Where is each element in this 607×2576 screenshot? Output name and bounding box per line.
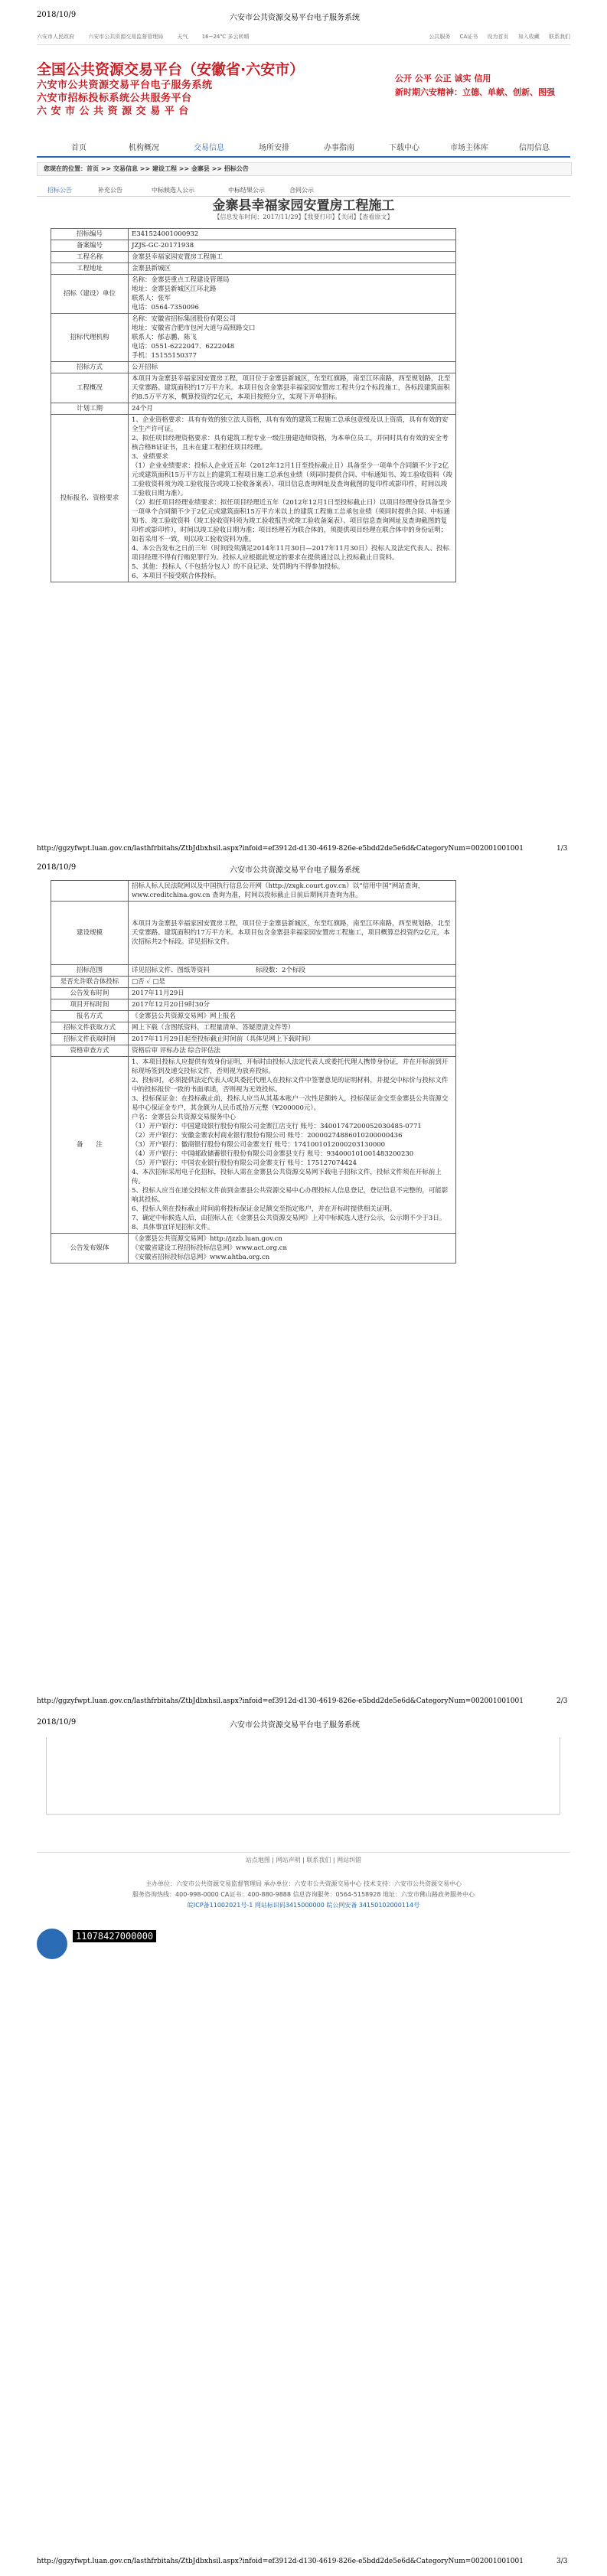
row-value: 金寨县新城区 [129, 263, 456, 275]
qual-item: 4、本公告发布之日前三年（时间段须满足2014年11月30日—2017年11月30日）投标人及法定代表人、投标项目经理不得有行贿犯罪行为。投标人应根据此规定的要求在提供通过以上投标截止日资料。 [132, 545, 449, 562]
row-value: 网上下载（含图纸资料、工程量清单、答疑澄清文件等） [129, 1022, 456, 1034]
remark-item: 4、本次招标采用电子化招标，投标人需在金寨县公共资源交易网下载电子招标文件，投标文件须在开标前上传。 [132, 1169, 442, 1185]
footer-divider [37, 1852, 570, 1853]
nav-market[interactable]: 市场主体库 [450, 144, 488, 152]
weather-value: 16~24℃ 多云转晴 [201, 34, 250, 40]
scale-text: 本项目为金寨县幸福家园安置房工程，项目位于金寨县新城区，东至红旗路，南至江环南路，西至规划路，北至天堂寨路。建筑面积约17万平方米。本项目包含金寨县幸福家园安置房工程施工，项目概算总投资约2亿元，本次招标共2个标段。详见招标文件。 [129, 902, 456, 965]
row-key: 工程地址 [51, 263, 129, 275]
qual-item: 3、业绩要求 [132, 453, 168, 461]
row-key: 是否允许联合体投标 [51, 977, 129, 988]
remark-item: （1）开户银行：中国建设银行股份有限公司金寨江店支行 账号：34001747200052030485-0771 [132, 1123, 422, 1130]
row-key: 招标方式 [51, 362, 129, 373]
remark-item: 户名：金寨县公共资源交易服务中心 [132, 1114, 237, 1121]
qual-item: 2、拟任项目经理资格要求：具有建筑工程专业一级注册建造师资格，为本单位员工，并同时具有有效的安全考核合格B证证书，且未在建工程担任项目经理。 [132, 435, 449, 452]
row-key: 资格审查方式 [51, 1045, 129, 1057]
row-value: 详见招标文件、图纸等资料 标段数：2个标段 [129, 965, 456, 977]
remark-item: 1、本项目投标人应提供有效身份证明，开标时由投标人法定代表人或委托代理人携带身份证，并在开标前到开标现场签到及递交投标文件，否则视为放弃投标。 [132, 1058, 449, 1075]
police-badge-icon [37, 1929, 67, 1959]
top-link-fav[interactable]: 加入收藏 [517, 34, 540, 40]
remark-item: 2、投标时，必须提供法定代表人或其委托代理人在投标文件中签署意见的证明材料，并提交中标价与投标文件中的投标报价一致的书面承诺，否则视为无效投标。 [132, 1077, 449, 1094]
print-page-2: 2/3 [556, 1697, 568, 1705]
footer-link-contact[interactable]: 联系我们 [306, 1857, 331, 1864]
banner-line4: 六 安 市 公 共 资 源 交 易 平 台 [37, 106, 189, 117]
row-value: E34152400100093​2 [129, 229, 456, 240]
qual-item: 6、本项目不接受联合体投标。 [132, 572, 220, 580]
top-link-gov[interactable]: 六安市人民政府 [37, 34, 74, 40]
row-value: 2017年12月20日9时30分 [129, 999, 456, 1011]
top-link-service[interactable]: 公共服务 [429, 34, 451, 40]
tab-contract[interactable]: 合同公示 [289, 187, 314, 194]
qual-item: （1）企业业绩要求：投标人企业近五年（2012年12月1日至投标截止日）具备至少一项单个合同额不少于2亿元或建筑面积15万平方以上的建筑工程项目施工总承包业绩（须同时提供合同、中标通知书、竣工验收资料（竣工验收资料须为竣工验收报告或竣工验收备案表）、项目信息查询网址及查询截图的复印件或影印件，时间以竣工验收日期为准）。 [132, 462, 452, 497]
top-link-bureau[interactable]: 六安市公共资源交易监督管理局 [88, 34, 164, 40]
row-key: 招标文件获取时间 [51, 1034, 129, 1045]
qual-item: （2）拟任项目经理业绩要求：拟任项目经理近五年（2012年12月1日至投标截止日）以项目经理身份具备至少一项单个合同额不少于2亿元或建筑面积15万平方米以上的建筑工程施工总承包业绩（须同时提供合同、中标通知书、竣工验收资料（竣工验收资料须为竣工验收报告或竣工验收备案表）、项目信息查询网址及查询截图的复印件或影印件），时间以竣工验收日期为准；项目经理若为联合体的，须提供项目经理在联合体中的身份证明；如若采用不一致，则以竣工验收资料为准。 [132, 499, 452, 543]
print-date: 2018/10/9 [37, 1718, 77, 1727]
row-key: 公告发布时间 [51, 988, 129, 999]
remark-item: （5）开户银行：中国农业银行股份有限公司金寨支行 账号：175127074424 [132, 1159, 357, 1167]
footer-links: 站点地图 | 网站声明 | 联系我们 | 网站纠错 [245, 1857, 362, 1864]
print-url-1: http://ggzyfwpt.luan.gov.cn/lasthfrbitahs/ZtbJdbxhsil.aspx?infoid=ef3912d-d130-4619-826e-e5bdd2de5e6d&CategoryNum=002001001001 [37, 845, 524, 853]
tab-candidate[interactable]: 中标候选人公示 [152, 187, 194, 194]
row-value: 《金寨县公共资源交易网》网上报名 [129, 1011, 456, 1022]
footer-addr1: 主办单位：六安市公共资源交易监督管理局 承办单位：六安市公共资源交易中心 技术支持：六安市公共资源交易中心 [145, 1880, 462, 1887]
banner-motto: 新时期六安精神：立德、单献、创新、图强 [395, 87, 555, 97]
nav-about[interactable]: 机构概况 [129, 144, 159, 152]
print-date: 2018/10/9 [37, 863, 77, 872]
row-value: 2017年11月29日起至投标截止时间前（具体见网上下载时间） [129, 1034, 456, 1045]
banner-slogan: 公开 公平 公正 诚实 信用 [395, 73, 491, 83]
print-page-3: 3/3 [556, 2558, 568, 2565]
row-key: 备案编号 [51, 240, 129, 252]
print-url-3: http://ggzyfwpt.luan.gov.cn/lasthfrbitahs/ZtbJdbxhsil.aspx?infoid=ef3912d-d130-4619-826e-e5bdd2de5e6d&CategoryNum=002001001001 [37, 2558, 524, 2565]
row-value: 资格后审 评标办法 综合评估法 [129, 1045, 456, 1057]
row-key: 招标范围 [51, 965, 129, 977]
notes-top: 招标人标人民法院网以及中国执行信息公开网（http://zxgk.court.gov.cn）以“信用中国”网站查询，www.creditchina.gov.cn 查询为准，时间以投标截止日前后期间并查询为准。 [129, 881, 456, 902]
top-bar [37, 31, 570, 45]
row-key: 备 注 [51, 1057, 129, 1234]
banner-title: 全国公共资源交易平台（安徽省·六安市） [37, 61, 305, 78]
nav-download[interactable]: 下载中心 [389, 144, 419, 152]
banner-line3: 六安市招标投标系统公共服务平台 [37, 93, 192, 104]
remark-item: 3、投标保证金：在投标截止前，投标人应当从其基本账户一次性足额转入，投标保证金交至金寨县公共资源交易中心保证金专户，其金额为人民币贰拾万元整（¥200000元）。 [132, 1095, 449, 1112]
nav-home[interactable]: 首页 [71, 144, 86, 152]
tab-tender-notice[interactable]: 招标公告 [47, 187, 72, 194]
remark-item: （4）开户银行：中国邮政储蓄银行股份有限公司金寨县支行 账号：934000101001483200230 [132, 1150, 414, 1158]
visit-counter: 11078427000000 [73, 1930, 156, 1942]
print-title: 六安市公共资源交易平台电子服务系统 [230, 14, 360, 22]
qual-item: 5、其他：投标人（不包括分包人）的不良记录、处罚期内不得参加投标。 [132, 563, 344, 571]
row-value: □否 ✓ □是 [129, 977, 456, 988]
footer-addr2: 服务咨询热线：400-998-0000 CA证书：400-880-9888 信息咨询服务：0564-5158928 地址：六安市佛山路政务服务中心 [132, 1891, 475, 1898]
row-key: 报名方式 [51, 1011, 129, 1022]
row-key: 投标报名、资格要求 [51, 415, 129, 582]
row-key: 工程概况 [51, 373, 129, 403]
print-url-2: http://ggzyfwpt.luan.gov.cn/lasthfrbitahs/ZtbJdbxhsil.aspx?infoid=ef3912d-d130-4619-826e-e5bdd2de5e6d&CategoryNum=002001001001 [37, 1697, 524, 1705]
row-value: 名称：金寨县重点工程建设管理局 地址：金寨县新城区江环北路 联系人：张军 电话：0564-7350096 [129, 275, 456, 314]
row-value: JZJS-GC-20171938 [129, 240, 456, 252]
footer-link-sitemap[interactable]: 站点地图 [245, 1857, 270, 1864]
row-value: 2017年11月29日 [129, 988, 456, 999]
remark-item: （2）开户银行：安徽金寨农村商业银行股份有限公司 账号：20000274886010200000436 [132, 1132, 403, 1140]
row-value: 金寨县幸福家园安置房工程施工 [129, 252, 456, 263]
row-key: 招标代理机构 [51, 314, 129, 362]
notice-title: 金寨县幸福家园安置房工程施工 [212, 198, 395, 214]
row-key: 工程名称 [51, 252, 129, 263]
row-key: 招标（建设）单位 [51, 275, 129, 314]
top-link-home[interactable]: 设为首页 [487, 34, 509, 40]
row-key: 招标文件获取方式 [51, 1022, 129, 1034]
site-banner [37, 58, 570, 135]
print-page-1: 1/3 [556, 845, 568, 853]
footer-icp[interactable]: 皖ICP备11002021号-1 网站标识码3415000000 皖公网安备 34150102000114号 [187, 1902, 420, 1909]
notice-table-1 [51, 228, 456, 582]
row-key: 计划工期 [51, 403, 129, 415]
notice-table-2 [51, 880, 456, 1264]
row-key: 建设规模 [51, 902, 129, 965]
row-value: 24个月 [129, 403, 456, 415]
tab-supplement[interactable]: 补充公告 [98, 187, 122, 194]
main-nav [37, 136, 570, 158]
tab-result[interactable]: 中标结果公示 [228, 187, 265, 194]
remark-item: 8、具体事宜详见招标文件。 [132, 1224, 214, 1231]
remark-item: 7、确定中标候选人后，由招标人在《金寨县公共资源交易网》上对中标候选人进行公示，公示期不少于3日。 [132, 1215, 446, 1222]
top-link-ca[interactable]: CA证书 [459, 34, 478, 40]
footer-link-statement[interactable]: 网站声明 [276, 1857, 301, 1864]
banner-line2: 六安市公共资源交易平台电子服务系统 [37, 80, 213, 91]
breadcrumb: 您现在的位置：首页 >> 交易信息 >> 建设工程 >> 金寨县 >> 招标公告 [37, 162, 572, 176]
print-title: 六安市公共资源交易平台电子服务系统 [230, 866, 360, 875]
footer-link-report[interactable]: 网站纠错 [337, 1857, 362, 1864]
row-value: 公开招标 [129, 362, 456, 373]
nav-guide[interactable]: 办事指南 [324, 144, 354, 152]
print-title: 六安市公共资源交易平台电子服务系统 [230, 1721, 360, 1730]
print-date: 2018/10/9 [37, 11, 77, 19]
remark-item: 5、投标人应当在递交投标文件前到金寨县公共资源交易中心办理投标人信息登记，登记信息不完整的，可能影响其投标。 [132, 1187, 449, 1204]
publish-media: 《金寨县公共资源交易网》http://jzzb.luan.gov.cn 《安徽省建设工程招标投标信息网》www.act.org.cn 《安徽省招标投标信息网》www.ahtba.org.cn [129, 1234, 456, 1264]
row-key: 项目开标时间 [51, 999, 129, 1011]
top-link-contact[interactable]: 联系我们 [549, 34, 570, 40]
content-bottom [46, 1737, 560, 1815]
remark-item: 6、投标人须在投标截止时间前将投标保证金足额交至指定账户，并在开标时提供相关证明。 [132, 1205, 397, 1213]
row-key [51, 881, 129, 902]
remark-item: （3）开户银行：徽商银行股份有限公司金寨支行 账号：1741001012000203130000 [132, 1141, 386, 1149]
qual-item: 1、企业资格要求：具有有效的独立法人资格，具有有效的建筑工程施工总承包壹级及以上资质，具有有效的安全生产许可证。 [132, 416, 449, 433]
row-key: 公告发布媒体 [51, 1234, 129, 1264]
nav-credit[interactable]: 信用信息 [519, 144, 550, 152]
footer-info [37, 1879, 570, 1911]
nav-venue[interactable]: 场所安排 [259, 144, 289, 152]
weather-label: 天气 [177, 34, 188, 40]
notice-meta: 【信息发布时间：2017/11/29】【我要打印】【关闭】【查看原文】 [214, 214, 393, 220]
nav-trade-info[interactable]: 交易信息 [194, 144, 224, 152]
row-key: 招标编号 [51, 229, 129, 240]
row-value: 本项目为金寨县幸福家园安置房工程，项目位于金寨县新城区，东至红旗路，南至江环南路，西至规划路，北至天堂寨路。建筑面积约17万平方米。本项目包含金寨县幸福家园安置房工程共分2个标段施工，各标段建筑面积约8.5万平方米，概算投资约2亿元，本项目按照分立，实现下开单招标。 [129, 373, 456, 403]
row-value: 名称：安徽省招标集团股份有限公司 地址：安徽省合肥市包河大道与高照路交口 联系人：郁志鹏、陈飞 电话：0551-6222047、6222048 手机：15155150377 [129, 314, 456, 362]
